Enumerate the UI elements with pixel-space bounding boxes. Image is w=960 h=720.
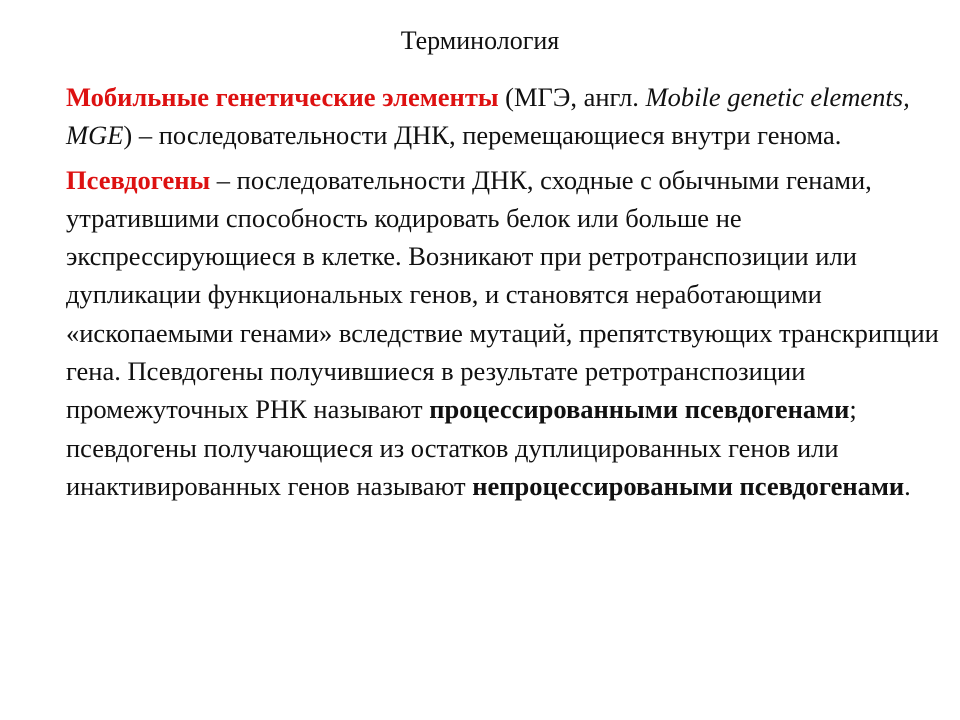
mge-definition: ) – последовательности ДНК, перемещающиеся внутри генома. [123,120,842,151]
mge-abbreviation-open: (МГЭ, англ. [498,82,646,112]
processed-pseudogenes-term: процессированными псевдогенами [429,394,850,425]
pseudogenes-definition: – последовательности ДНК, сходные с обычными генами, утратившими способность кодировать белок или больше не экспрессирующиеся в клетке. Возникают при ретротранспозиции или дупликации функциональных генов, и становятся неработающими «ископаемыми генами» вследствие мутаций, препятствующих транскрипции гена. Псевдогены получившиеся в результате ретротранспозиции промежуточных РНК называют [66,164,939,425]
pseudogenes-term: Псевдогены [66,164,211,195]
pseudogenes-end: . [904,470,911,501]
pseudogenes-middle-text: ; псевдогены получающиеся из остатков дуплицированных генов или инактивированных генов называют [66,394,857,501]
nonprocessed-pseudogenes-term: непроцессироваными псевдогенами [472,470,905,501]
mge-english-name: Mobile genetic elements, MGE [66,82,910,151]
mge-term: Мобильные генетические элементы [66,82,499,112]
slide-title: Терминология [400,26,560,55]
mge-paragraph [66,78,946,155]
slide-content [66,78,946,505]
pseudogenes-paragraph [66,161,946,506]
